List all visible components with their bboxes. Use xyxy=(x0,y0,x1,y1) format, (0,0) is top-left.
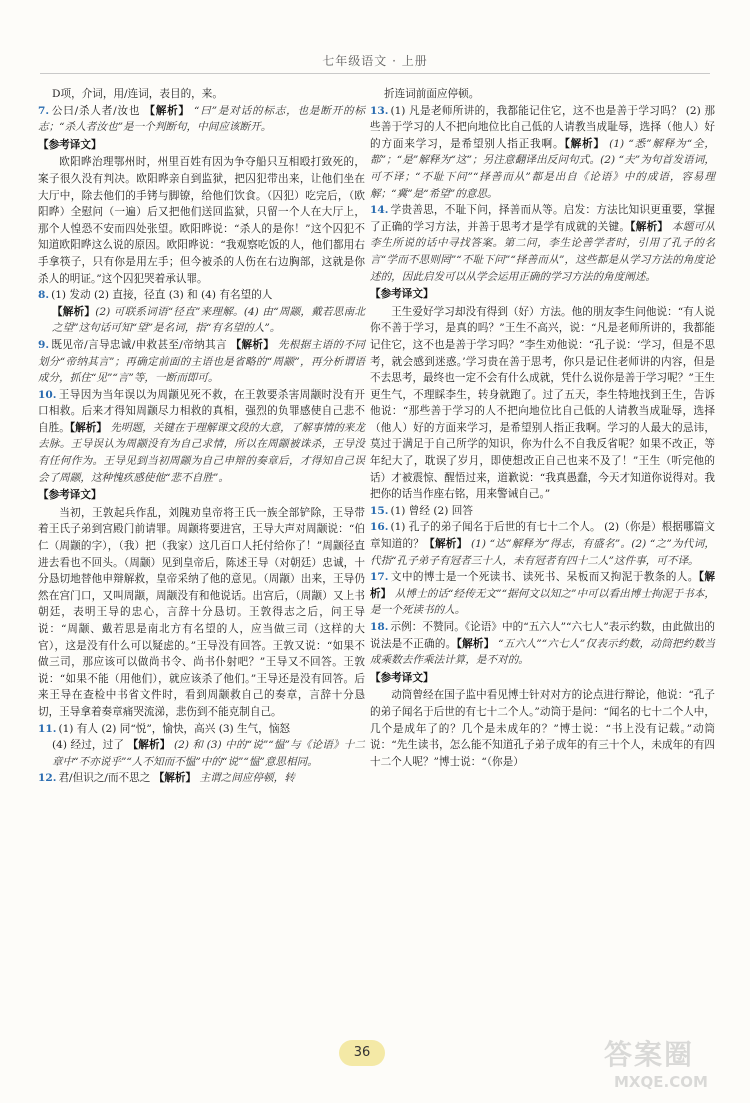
page-number: 36 xyxy=(339,1040,385,1066)
header-divider xyxy=(40,73,710,74)
answer-text: 王导因为当年误以为周颛见死不救，在王敦要杀害周颛时没有开口相救。后来才得知周颛尽力相救的真相，强烈的负罪感使自己悲不自胜。 xyxy=(38,388,365,434)
question-number: 8. xyxy=(38,289,50,302)
analysis-tag: 【解析】 xyxy=(144,104,190,117)
answer-text: (1) 有人 (2) 同“悦”，愉快，高兴 (3) 生气，恼怒 xyxy=(58,722,291,735)
question-number: 15. xyxy=(370,504,389,517)
watermark-line2: MXQE.COM xyxy=(614,1073,708,1091)
answer-text: 既见帝/言导忠诚/申救甚至/帝纳其言 xyxy=(51,338,231,351)
right-column xyxy=(370,86,715,770)
left-column xyxy=(38,86,365,787)
answer-item xyxy=(38,103,365,136)
question-number: 12. xyxy=(38,772,57,785)
answer-item xyxy=(370,503,715,520)
answer-text: (1) 曾经 (2) 回答 xyxy=(390,504,473,517)
answer-text: 君/但识之/而不思之 xyxy=(58,772,154,785)
analysis-tag: 【解析】 xyxy=(153,772,197,785)
question-number: 14. xyxy=(370,204,389,217)
watermark-logo xyxy=(596,1031,736,1097)
analysis-text: “曰”是对话的标志，也是断开的标志；“杀人者汝也”是一个判断句，中间应该断开。 xyxy=(38,104,365,134)
translation-paragraph: 王生爱好学习却没有得到（好）方法。他的朋友李生问他说：“有人说你不善于学习，是真的吗？”王生不高兴，说：“凡是老师所讲的，我都能记住它，这不也是善于学习吗？”李生劝他说：“孔子说：‘学习，但是不思考，就会感到迷惑。’学习贵在善于思考，你只是记住老师讲的内容，但是不去思考，最终也一定不会有什么成就，凭什么说你是善于学习呢？”王生更生气，不理睬李生，转身就跑了。过了五天，李生特地找到王生，告诉他说：“那些善于学习的人不把向地位比自己低的人请教当成耻辱，选择（他人）好的方面来学习，是希望别人指正我啊。学习的人最大的忌讳，莫过于满足于自己所学的知识，你为什么不自我反省呢？如果不改正，等年纪大了，耽误了岁月，即使想改正自己也来不及了！”王生（听完他的话）才被震惊、醒悟过来，道歉说：“我真愚蠢，今天才知道你说得对。我把你的话当作座右铭，用来警诫自己。” xyxy=(370,305,715,501)
answer-item xyxy=(370,569,715,619)
answer-item xyxy=(370,519,715,569)
analysis-text: 从博士的话“经传无文”“据何文以知之”中可以看出博士拘泥于书本，是一个死读书的人。 xyxy=(370,587,716,617)
question-number: 7. xyxy=(38,104,50,117)
reference-translation-heading: 【参考译文】 xyxy=(38,489,102,502)
answer-item-continuation xyxy=(38,737,365,770)
translation-paragraph: 欧阳晔治理鄂州时，州里百姓有因为争夺船只互相殴打致死的，案子很久没有判决。欧阳晔亲自到监狱，把囚犯带出来，让他们坐在大厅中，除去他们的手铐与脚镣，给他们饮食。（囚犯）吃完后，（欧阳晔）全慰问（一遍）后又把他们送回监狱，只留一个人在大厅上，那个人惶恐不安而四处张望。欧阳晔说：“杀人的是你！”这个囚犯不知道欧阳晔这么说的原因。欧阳晔说：“我观察吃饭的人，他们都用右手拿筷子，只有你是用左手；但今被杀的人伤在右边胸部，这就是你杀人的明证。”这个囚犯哭着承认罪。 xyxy=(38,156,365,285)
answer-text: 折连词前面应停顿。 xyxy=(384,88,480,100)
answer-item-continuation xyxy=(38,304,365,337)
analysis-text: (2) 可联系词语“径直”来理解。(4) 由“周颛，戴若思南北之望”这句话可知“望”是名词，指“有名望的人”。 xyxy=(52,305,365,335)
answer-text: (1) 凡是老师所讲的，我都能记住它，这不也是善于学习吗？ (2) 那些善于学习的人不把向地位比自己低的人请教当成耻辱，选择（他人）好的方面来学习，是希望别人指正我啊。 xyxy=(370,104,715,150)
analysis-text: 先根据主语的不同划分“帝纳其言”；再确定前面的主语也是省略的“周颛”，再分析谓语成分，抓住“见”“言”等，一断而即可。 xyxy=(38,338,365,385)
analysis-tag: 【解析】 xyxy=(630,220,669,233)
watermark-line1: 答案圈 xyxy=(604,1038,695,1071)
answer-text: (1) 孔子的弟子闻名于后世的有七十二个人。 (2)（你是）根据哪篇文章知道的？ xyxy=(370,521,715,551)
answer-item xyxy=(38,387,365,487)
question-number: 13. xyxy=(370,104,389,117)
analysis-tag: 【解析】 xyxy=(424,538,468,551)
analysis-text: 先明题，关键在于理解课文段的大意，了解事情的来龙去脉。王导误认为周颛没有为自己求情，所以在周颛被诛杀，王导没有任何作为。王导见到当初周颛为自己申辩的奏章后，才得知自己误会了周颛，这种愧疚感使他“悲不自胜”。 xyxy=(38,421,366,484)
question-number: 10. xyxy=(38,388,57,401)
answer-item xyxy=(370,103,715,203)
answer-item xyxy=(370,202,715,285)
analysis-tag: 【解析】 xyxy=(370,571,716,600)
analysis-tag: 【解析】 xyxy=(69,421,107,434)
answer-item xyxy=(370,619,715,669)
question-number: 9. xyxy=(38,338,50,351)
running-header: 七年级语文 · 上册 xyxy=(322,54,428,68)
answer-text: 学贵善思，不耻下问，择善而从等。启发：方法比知识更重要，掌握了正确的学习方法，并善于思考才是学有成就的关键。 xyxy=(370,204,715,233)
analysis-text: 主谓之间应停顿，转 xyxy=(196,772,295,785)
analysis-tag: 【解析】 xyxy=(456,637,495,650)
answer-text: D项，介词，用/连词，表目的，来。 xyxy=(52,88,223,100)
reference-translation-heading: 【参考译文】 xyxy=(370,671,434,684)
answer-text: (1) 发动 (2) 直接，径直 (3) 和 (4) 有名望的人 xyxy=(51,289,273,302)
analysis-text: (2) 和 (3) 中的“说”“愠”与《论语》十二章中“不亦说乎”“人不知而不愠”中的“说”“愠”意思相同。 xyxy=(52,739,365,768)
analysis-tag: 【解析】 xyxy=(564,137,605,150)
answer-item xyxy=(38,721,365,738)
translation-paragraph: 动筒曾经在国子监中看见博士针对对方的论点进行辩论，他说：“孔子的弟子闻名于后世的有七十二个人。”动筒于是问：“闻名的七十二个人中，几个是成年了的？几个是未成年的？”博士说：“书上没有记载。”动筒说：“先生读书，怎么能不知道孔子弟子成年的有三十个人，未成年的有四十二个人呢？”博士说：“（你是） xyxy=(370,689,715,768)
answer-text: 示例：不赞同。《论语》中的“五六人”“六七人”表示约数，由此做出的说法是不正确的。 xyxy=(370,621,715,650)
analysis-text: 本题可从李生所说的话中寻找答案。第二问，李生论善学者时，引用了孔子的名言“学而不思则罔”“不耻下问”“择善而从”，这些都是从学习方法的角度论述的，因此启发可以从学会运用正确的学习方法的角度阐述。 xyxy=(370,220,716,283)
analysis-text: “五六人”“六七人”仅表示约数，动筒把约数当成乘数去作乘法计算，是不对的。 xyxy=(370,637,716,667)
analysis-text: (1) “悉”解释为“全，都”；“是”解释为“这”；另注意翻译出反问句式。(2) “夫”为句首发语词，可不译；“不耻下问”“择善而从”都是出自《论语》中的成语，容易理解；“冀”是“希望”的意思。 xyxy=(370,137,715,200)
reference-translation-heading: 【参考译文】 xyxy=(370,288,434,301)
analysis-tag: 【解析】 xyxy=(127,739,171,752)
question-number: 18. xyxy=(370,621,389,633)
answer-text: 文中的博士是一个死读书、读死书、呆板而又拘泥于教条的人。 xyxy=(390,571,699,584)
answer-item xyxy=(38,337,365,387)
answer-item xyxy=(38,770,365,787)
answer-text: (4) 经过，过了 xyxy=(52,739,128,752)
analysis-text: (1) “达”解释为“得志，有盛名”。(2) “之”为代词，代指“孔子弟子有冠者三十人，未有冠者有四十二人”这件事，可不译。 xyxy=(370,538,716,567)
analysis-tag: 【解析】 xyxy=(230,338,275,351)
question-number: 16. xyxy=(370,521,389,534)
answer-item xyxy=(38,287,365,304)
analysis-tag: 【解析】 xyxy=(52,305,96,318)
answer-text: 公曰/杀人者/汝也 xyxy=(51,104,145,117)
translation-paragraph: 当初，王敦起兵作乱，刘隗劝皇帝将王氏一族全部铲除，王导带着王氏子弟到宫殿门前请罪。周颛将要进宫，王导大声对周颛说：“伯仁（周颛的字），（我）把（我家）这几百口人托付给你了！”周颛径直进去看也不回头。（周颛）见到皇帝后，陈述王导（对朝廷）忠诚，十分恳切地替他申辩解救，皇帝采纳了他的意见。（周颛）出来，王导仍然在宫门口，又叫周颛，周颛没有和他说话。出宫后，（周颛）又上书朝廷，表明王导的忠心，言辞十分恳切。王敦得志之后，问王导说：“周颛、戴若思是南北方有名望的人，应当做三司（这样的大官），这是没有什么可以疑虑的。”王导没有回答。王敦又说：“如果不做三司，那应该可以做尚书令、尚书仆射吧？”王导又不回答。王敦说：“如果不能（用他们），就应该杀了他们。”王导还是没有回答。后来王导在查检中书省文件时，看到周颛救自己的奏章，言辞十分恳切，王导拿着奏章痛哭流涕，悲伤到不能克制自己。 xyxy=(38,506,365,718)
question-number: 17. xyxy=(370,571,389,584)
reference-translation-heading: 【参考译文】 xyxy=(38,138,102,151)
question-number: 11. xyxy=(38,722,57,735)
